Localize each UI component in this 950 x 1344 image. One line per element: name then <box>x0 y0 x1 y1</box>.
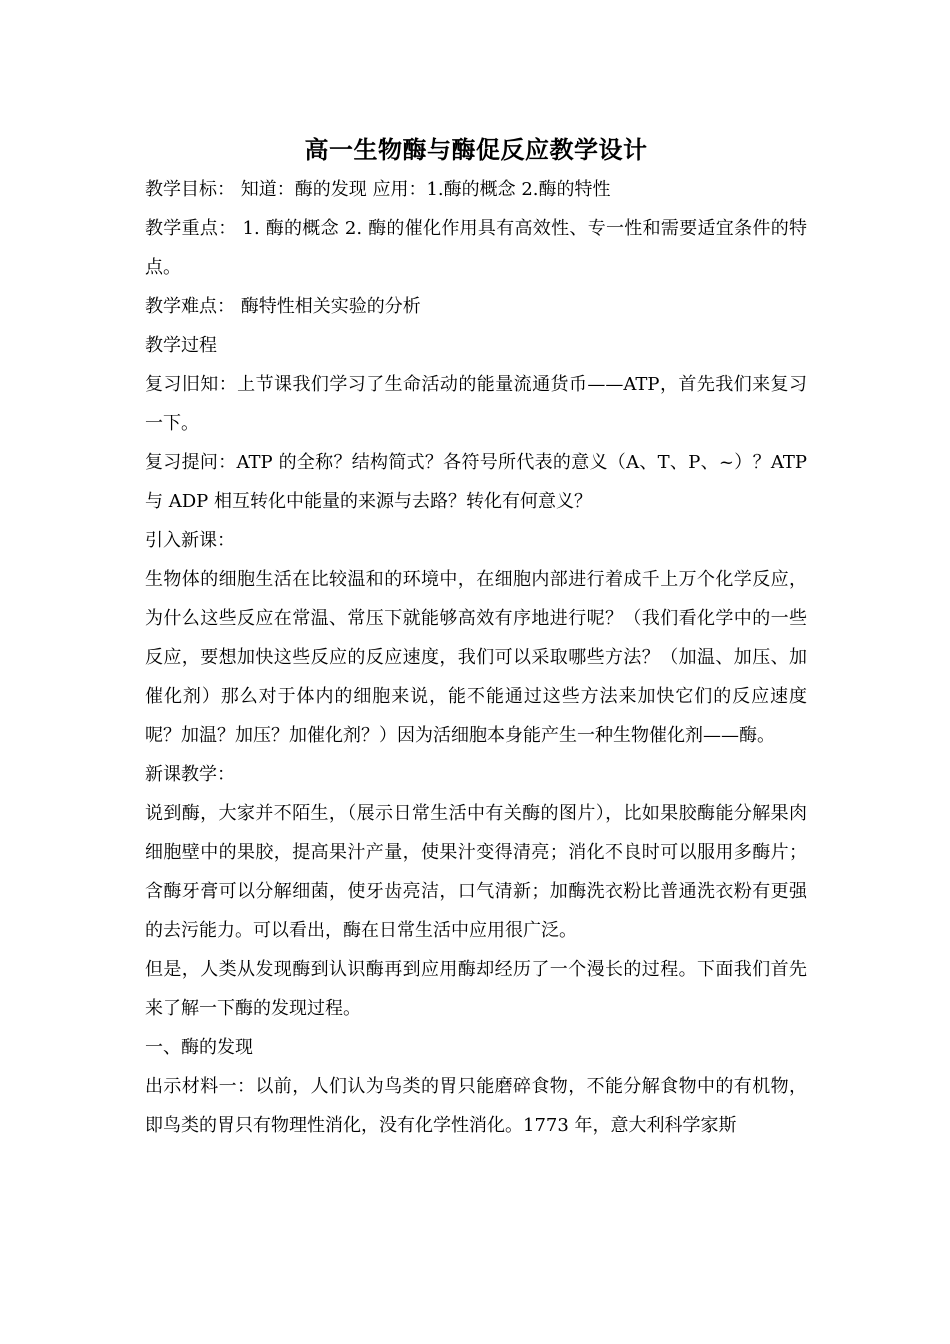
paragraph-teaching-process: 教学过程 <box>145 335 217 356</box>
section-heading-enzyme-discovery: 一、酶的发现 <box>145 1037 253 1058</box>
paragraph-intro-heading: 引入新课： <box>145 530 235 551</box>
paragraph-review-questions: 复习提问：ATP 的全称？结构简式？各符号所代表的意义（A、T、P、~）？ATP 与 ADP 相互转化中能量的来源与去路？转化有何意义？ <box>145 452 807 512</box>
paragraph-enzyme-history: 但是，人类从发现酶到认识酶再到应用酶却经历了一个漫长的过程。下面我们首先来了解一下酶的发现过程。 <box>145 959 807 1019</box>
document-body <box>145 130 807 1145</box>
paragraph-key-points: 教学重点： 1. 酶的概念 2. 酶的催化作用具有高效性、专一性和需要适宜条件的特点。 <box>145 218 807 278</box>
paragraph-enzyme-examples: 说到酶，大家并不陌生，（展示日常生活中有关酶的图片），比如果胶酶能分解果肉细胞壁中的果胶，提高果汁产量，使果汁变得清亮；消化不良时可以服用多酶片；含酶牙膏可以分解细菌，使牙齿亮洁，口气清新；加酶洗衣粉比普通洗衣粉有更强的去污能力。可以看出，酶在日常生活中应用很广泛。 <box>145 803 807 941</box>
document-title: 高一生物酶与酶促反应教学设计 <box>304 135 648 164</box>
paragraph-material-one: 出示材料一：以前，人们认为鸟类的胃只能磨碎食物，不能分解食物中的有机物，即鸟类的胃只有物理性消化，没有化学性消化。1773 年，意大利科学家斯 <box>145 1076 807 1136</box>
paragraph-new-lesson-heading: 新课教学： <box>145 764 235 785</box>
paragraph-difficulties: 教学难点： 酶特性相关实验的分析 <box>145 296 421 317</box>
paragraph-teaching-goals: 教学目标： 知道：酶的发现 应用：1.酶的概念 2.酶的特性 <box>145 179 611 200</box>
paragraph-intro-body: 生物体的细胞生活在比较温和的环境中，在细胞内部进行着成千上万个化学反应，为什么这些反应在常温、常压下就能够高效有序地进行呢？（我们看化学中的一些反应，要想加快这些反应的反应速度，我们可以采取哪些方法？（加温、加压、加催化剂）那么对于体内的细胞来说，能不能通过这些方法来加快它们的反应速度呢？加温？加压？加催化剂？）因为活细胞本身能产生一种生物催化剂——酶。 <box>145 569 807 746</box>
paragraph-review: 复习旧知：上节课我们学习了生命活动的能量流通货币——ATP，首先我们来复习一下。 <box>145 374 807 434</box>
